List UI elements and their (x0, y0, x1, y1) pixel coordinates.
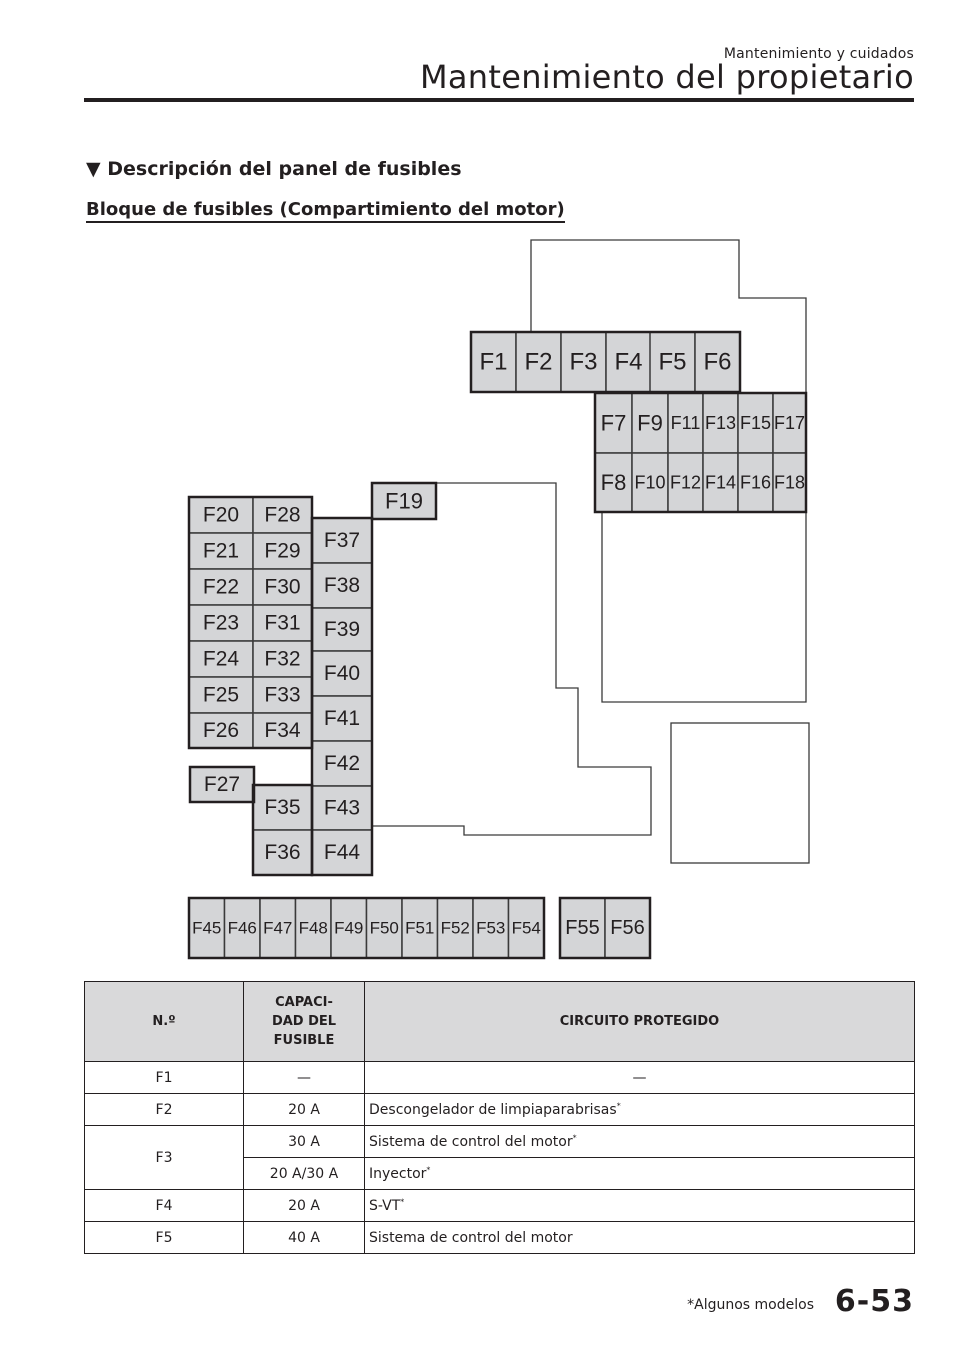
fuse-f43 (312, 786, 372, 830)
fuse-label: F38 (323, 574, 361, 597)
fuse-label: F54 (511, 918, 541, 938)
fuse-f11 (668, 393, 703, 453)
fuse-f18 (773, 453, 806, 512)
fuse-label: F52 (440, 918, 470, 938)
fuse-f54 (509, 898, 545, 958)
fuse-label: F6 (703, 348, 732, 376)
cell-capacity: — (244, 1062, 365, 1094)
fuse-table (84, 981, 915, 1254)
fuse-label: F15 (739, 413, 772, 433)
fuse-f31 (253, 605, 312, 641)
cell-number: F3 (85, 1126, 244, 1190)
fuse-label: F22 (202, 575, 240, 599)
cell-capacity: 20 A/30 A (244, 1158, 365, 1190)
fuse-label: F17 (773, 413, 806, 433)
circuit-text: Descongelador de limpiaparabrisas (369, 1101, 617, 1118)
fuse-label: F55 (565, 917, 600, 939)
fuse-f39 (312, 608, 372, 651)
fuse-f35 (253, 785, 312, 830)
fuse-f17 (773, 393, 806, 453)
fuse-f50 (367, 898, 403, 958)
fuse-label: F33 (264, 683, 301, 707)
fuse-label: F12 (669, 472, 702, 493)
fuse-f46 (225, 898, 261, 958)
fuse-f42 (312, 741, 372, 786)
fuse-f53 (473, 898, 509, 958)
fuse-label: F29 (264, 539, 301, 563)
fuse-label: F20 (202, 503, 240, 527)
cell-capacity: 20 A (244, 1190, 365, 1222)
cell-capacity: 40 A (244, 1222, 365, 1254)
fuse-label: F50 (369, 918, 399, 938)
fuse-f24 (189, 641, 253, 677)
asterisk-mark: * (616, 1100, 621, 1110)
fuse-f51 (402, 898, 438, 958)
fuse-label: F34 (264, 719, 301, 742)
fuse-label: F53 (476, 918, 506, 938)
fuse-f38 (312, 563, 372, 608)
circuit-text: Inyector (369, 1165, 427, 1182)
fuse-label: F19 (385, 488, 423, 514)
fuse-label: F39 (323, 618, 361, 641)
fuse-f32 (253, 641, 312, 677)
fuse-f15 (738, 393, 773, 453)
fuse-label: F27 (203, 773, 241, 796)
cell-circuit (365, 1126, 915, 1158)
fuse-label: F10 (634, 472, 666, 493)
asterisk-mark: * (400, 1196, 405, 1206)
col-header-capacity: CAPACI- DAD DEL FUSIBLE (244, 982, 365, 1062)
fuse-label: F51 (405, 918, 435, 938)
fuse-f27 (190, 767, 254, 802)
section-title: ▼ Descripción del panel de fusibles (86, 158, 462, 180)
fuse-label: F45 (192, 918, 222, 938)
fuse-f36 (253, 830, 312, 875)
cell-capacity: 20 A (244, 1094, 365, 1126)
fuse-f29 (253, 533, 312, 569)
fuse-f16 (738, 453, 773, 512)
fuse-f25 (189, 677, 253, 713)
fuse-f23 (189, 605, 253, 641)
cell-circuit: Sistema de control del motor (365, 1222, 915, 1254)
fuse-label: F32 (264, 647, 301, 671)
fuse-f44 (312, 830, 372, 875)
fuse-label: F11 (670, 413, 701, 433)
circuit-text: Sistema de control del motor (369, 1133, 573, 1150)
fuse-label: F35 (264, 796, 301, 819)
fuse-f10 (632, 453, 668, 512)
fuse-label: F1 (479, 348, 508, 376)
fuse-label: F7 (600, 410, 627, 436)
header-chapter: Mantenimiento del propietario (419, 58, 914, 96)
fuse-label: F56 (610, 917, 645, 939)
fuse-f8 (595, 453, 632, 512)
fuse-f26 (189, 713, 253, 748)
fuse-label: F49 (334, 918, 364, 938)
fuse-label: F44 (323, 841, 361, 864)
fuse-f22 (189, 569, 253, 605)
fuse-f34 (253, 713, 312, 748)
asterisk-mark: * (426, 1164, 431, 1174)
col-header-circuit: CIRCUITO PROTEGIDO (365, 982, 915, 1062)
fuse-label: F28 (264, 503, 301, 527)
fuse-f40 (312, 651, 372, 696)
fuse-f2 (516, 332, 561, 392)
table-row (85, 1094, 915, 1126)
cell-number: F4 (85, 1190, 244, 1222)
fuse-f55 (560, 898, 605, 958)
fuse-label: F8 (600, 470, 627, 495)
cell-capacity: 30 A (244, 1126, 365, 1158)
fuse-f41 (312, 696, 372, 741)
fuse-label: F31 (264, 611, 301, 635)
fuse-label: F36 (264, 841, 301, 864)
fuse-f49 (331, 898, 367, 958)
fuse-label: F25 (202, 683, 240, 707)
cell-number: F1 (85, 1062, 244, 1094)
fuse-f5 (650, 332, 695, 392)
fuse-label: F43 (323, 796, 361, 820)
fuse-label: F48 (298, 918, 328, 938)
fuse-f6 (695, 332, 740, 392)
col-header-number: N.º (85, 982, 244, 1062)
fuse-label: F18 (773, 472, 806, 493)
cell-number: F2 (85, 1094, 244, 1126)
fuse-f47 (260, 898, 296, 958)
fuse-f14 (703, 453, 738, 512)
cell-circuit (365, 1190, 915, 1222)
header-section: Mantenimiento y cuidados (723, 46, 914, 62)
fuse-label: F42 (323, 752, 361, 775)
fuse-f1 (471, 332, 516, 392)
fuse-f21 (189, 533, 253, 569)
fuse-label: F23 (202, 611, 240, 635)
fuse-f3 (561, 332, 606, 392)
fuse-label: F41 (323, 707, 361, 730)
asterisk-mark: * (572, 1132, 577, 1142)
fuse-f7 (595, 393, 632, 453)
table-row (85, 1126, 915, 1158)
subsection-title: Bloque de fusibles (Compartimiento del motor) (86, 199, 565, 223)
fuse-label: F5 (658, 348, 687, 376)
circuit-text: S-VT (369, 1197, 401, 1214)
fuse-f52 (438, 898, 474, 958)
fuse-f45 (189, 898, 225, 958)
cell-circuit (365, 1158, 915, 1190)
fuse-label: F26 (202, 719, 240, 742)
fuse-label: F13 (704, 413, 737, 433)
fuse-label: F21 (202, 539, 240, 563)
cell-circuit: — (365, 1062, 915, 1094)
fuse-f48 (296, 898, 332, 958)
fuse-label: F47 (263, 918, 293, 938)
fuse-f28 (253, 497, 312, 533)
fuse-f56 (605, 898, 650, 958)
fuse-label: F2 (524, 348, 553, 376)
fuse-f13 (703, 393, 738, 453)
table-row (85, 1190, 915, 1222)
page-number: 6-53 (834, 1284, 914, 1319)
fuse-label: F24 (202, 647, 240, 671)
fuse-f33 (253, 677, 312, 713)
table-row (85, 1222, 915, 1254)
fuse-f12 (668, 453, 703, 512)
fuse-f37 (312, 518, 372, 563)
fuse-f30 (253, 569, 312, 605)
fuse-label: F4 (614, 348, 643, 376)
table-row (85, 1062, 915, 1094)
footnote: *Algunos modelos (687, 1297, 814, 1313)
fuse-label: F30 (264, 575, 301, 599)
fuse-label: F3 (569, 348, 598, 376)
table-header-row (85, 982, 915, 1062)
fuse-label: F14 (704, 472, 737, 493)
fuse-f20 (189, 497, 253, 533)
cell-number: F5 (85, 1222, 244, 1254)
fuse-label: F40 (323, 662, 361, 685)
cell-circuit (365, 1094, 915, 1126)
fuse-label: F9 (637, 410, 663, 436)
fuse-f19 (372, 483, 436, 519)
fuse-label: F16 (739, 472, 772, 493)
fuse-f9 (632, 393, 668, 453)
fuse-f4 (606, 332, 651, 392)
fuse-label: F37 (323, 529, 361, 552)
fuse-label: F46 (227, 918, 257, 938)
